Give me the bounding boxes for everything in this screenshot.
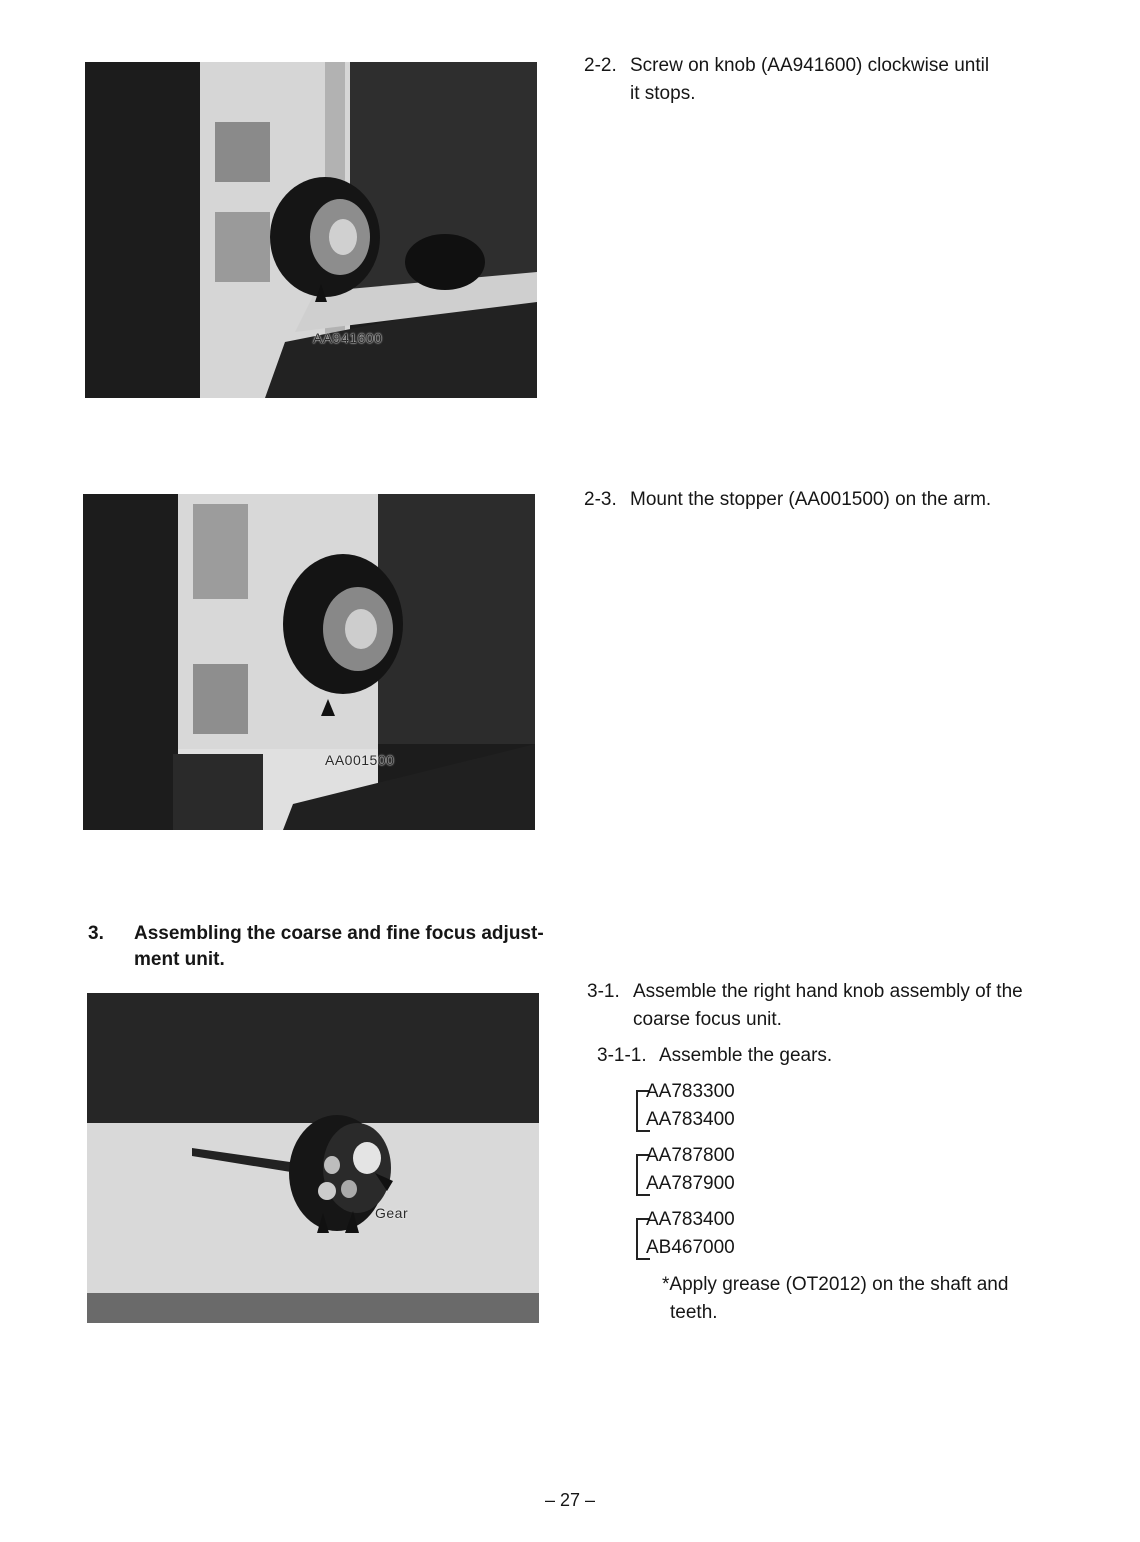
page-number: – 27 – [544,1490,596,1510]
section-number: 3. [88,923,104,944]
gear-pair-3 [628,1210,808,1266]
step-3-1 [587,978,1087,1034]
gear-part-b: AB467000 [646,1237,735,1258]
photo-knob-illustration [85,62,537,398]
gear-pair-2 [628,1146,808,1202]
grease-note [662,1271,1082,1327]
photo-gears [87,993,539,1323]
step-number: 2-2. [584,55,617,76]
step-2-2 [584,52,1084,108]
gear-part-b: AA787900 [646,1173,735,1194]
substep-text: Assemble the gears. [659,1045,833,1066]
section-title-line1: Assembling the coarse and fine focus adjust- [134,923,544,944]
step-number: 3-1. [587,981,620,1002]
gear-part-a: AA787800 [646,1145,735,1166]
callout-label-gear: Gear [375,1205,409,1221]
note-line1: *Apply grease (OT2012) on the shaft and [662,1274,1009,1295]
step-2-3 [584,486,1104,514]
photo-gears-illustration [87,993,539,1323]
gear-part-b: AA783400 [646,1109,735,1130]
gear-pair-1 [628,1082,808,1138]
section-3-heading [88,921,588,973]
callout-label-aa001500: AA001500 [325,752,395,768]
callout-label-aa941600: AA941600 [313,330,383,346]
note-line2: teeth. [670,1302,718,1323]
section-title-line2: ment unit. [134,949,225,970]
step-text-line1: Mount the stopper (AA001500) on the arm. [630,489,992,510]
step-3-1-1 [597,1042,1077,1070]
gear-part-a: AA783400 [646,1209,735,1230]
step-text-line1: Screw on knob (AA941600) clockwise until [630,55,990,76]
photo-stopper-illustration [83,494,535,830]
gear-part-a: AA783300 [646,1081,735,1102]
step-text-line1: Assemble the right hand knob assembly of the [633,981,1023,1002]
step-text-line2: coarse focus unit. [633,1009,782,1030]
photo-knob-aa941600 [85,62,537,398]
step-number: 2-3. [584,489,617,510]
step-text-line2: it stops. [630,83,696,104]
photo-stopper-aa001500 [83,494,535,830]
substep-number: 3-1-1. [597,1045,647,1066]
